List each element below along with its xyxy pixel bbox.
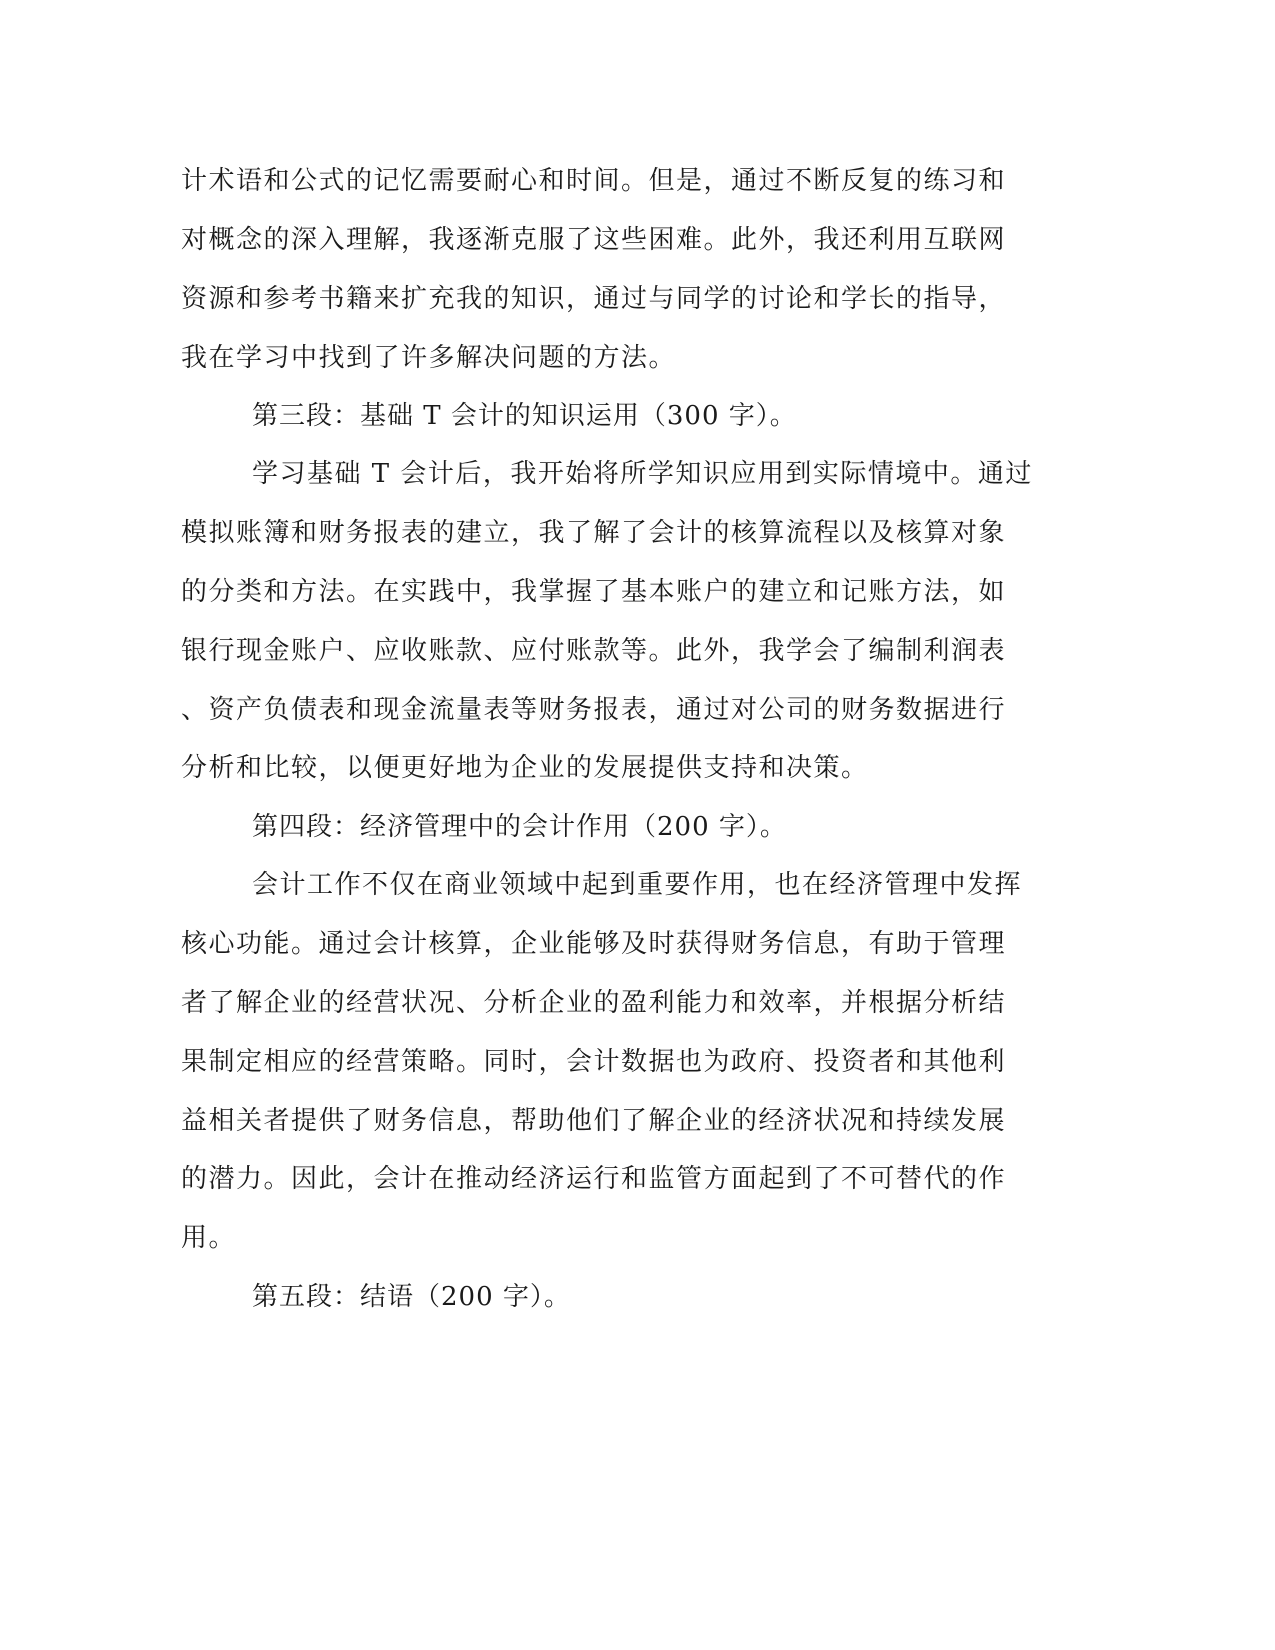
section5-heading: 第五段：结语（200 字）。	[252, 1282, 571, 1312]
section3-line-5: 、资产负债表和现金流量表等财务报表，通过对公司的财务数据进行	[181, 695, 1007, 725]
section4-line-5: 益相关者提供了财务信息，帮助他们了解企业的经济状况和持续发展	[181, 1106, 1007, 1136]
section4-line-6: 的潜力。因此，会计在推动经济运行和监管方面起到了不可替代的作	[181, 1164, 1007, 1194]
intro-line-2: 对概念的深入理解，我逐渐克服了这些困难。此外，我还利用互联网	[181, 225, 1007, 255]
section3-line-1: 学习基础 T 会计后，我开始将所学知识应用到实际情境中。通过	[252, 459, 1033, 489]
intro-line-4: 我在学习中找到了许多解决问题的方法。	[181, 343, 677, 373]
section4-line-1: 会计工作不仅在商业领域中起到重要作用，也在经济管理中发挥	[252, 870, 1023, 900]
section3-line-6: 分析和比较，以便更好地为企业的发展提供支持和决策。	[181, 753, 869, 783]
section4-heading: 第四段：经济管理中的会计作用（200 字）。	[252, 812, 787, 842]
section4-line-7: 用。	[181, 1223, 237, 1253]
intro-line-3: 资源和参考书籍来扩充我的知识，通过与同学的讨论和学长的指导，	[181, 284, 1007, 314]
section4-line-3: 者了解企业的经营状况、分析企业的盈利能力和效率，并根据分析结	[181, 988, 1007, 1018]
section3-line-4: 银行现金账户、应收账款、应付账款等。此外，我学会了编制利润表	[181, 636, 1007, 666]
section4-line-4: 果制定相应的经营策略。同时，会计数据也为政府、投资者和其他利	[181, 1047, 1007, 1077]
intro-line-1: 计术语和公式的记忆需要耐心和时间。但是，通过不断反复的练习和	[181, 166, 1007, 196]
section4-line-2: 核心功能。通过会计核算，企业能够及时获得财务信息，有助于管理	[181, 929, 1007, 959]
section3-line-3: 的分类和方法。在实践中，我掌握了基本账户的建立和记账方法，如	[181, 577, 1007, 607]
section3-heading: 第三段：基础 T 会计的知识运用（300 字）。	[252, 401, 797, 431]
section3-line-2: 模拟账簿和财务报表的建立，我了解了会计的核算流程以及核算对象	[181, 518, 1007, 548]
